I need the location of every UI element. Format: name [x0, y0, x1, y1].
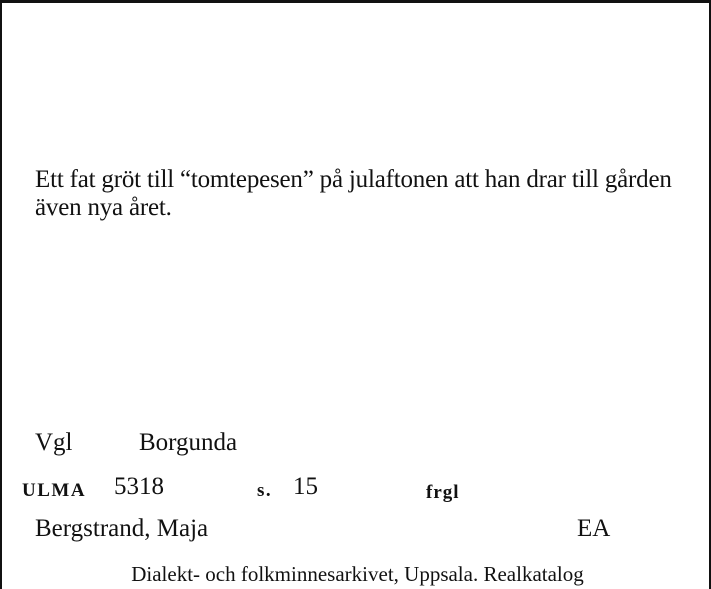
parish: Borgunda — [139, 429, 238, 456]
record-text: Ett fat gröt till “tomtepesen” på julaftonen att han drar till gården även nya året. — [35, 166, 672, 221]
page-label: s. — [257, 480, 273, 501]
archive-number: 5318 — [114, 473, 164, 500]
archive-label: ULMA — [22, 480, 87, 501]
archive-footer: Dialekt- och folkminnesarkivet, Uppsala. Realkatalog — [131, 562, 584, 586]
category: frgl — [426, 482, 460, 503]
collector-code: EA — [577, 515, 611, 542]
page-number: 15 — [293, 473, 318, 500]
province: Vgl — [35, 429, 73, 456]
informant: Bergstrand, Maja — [35, 515, 209, 542]
